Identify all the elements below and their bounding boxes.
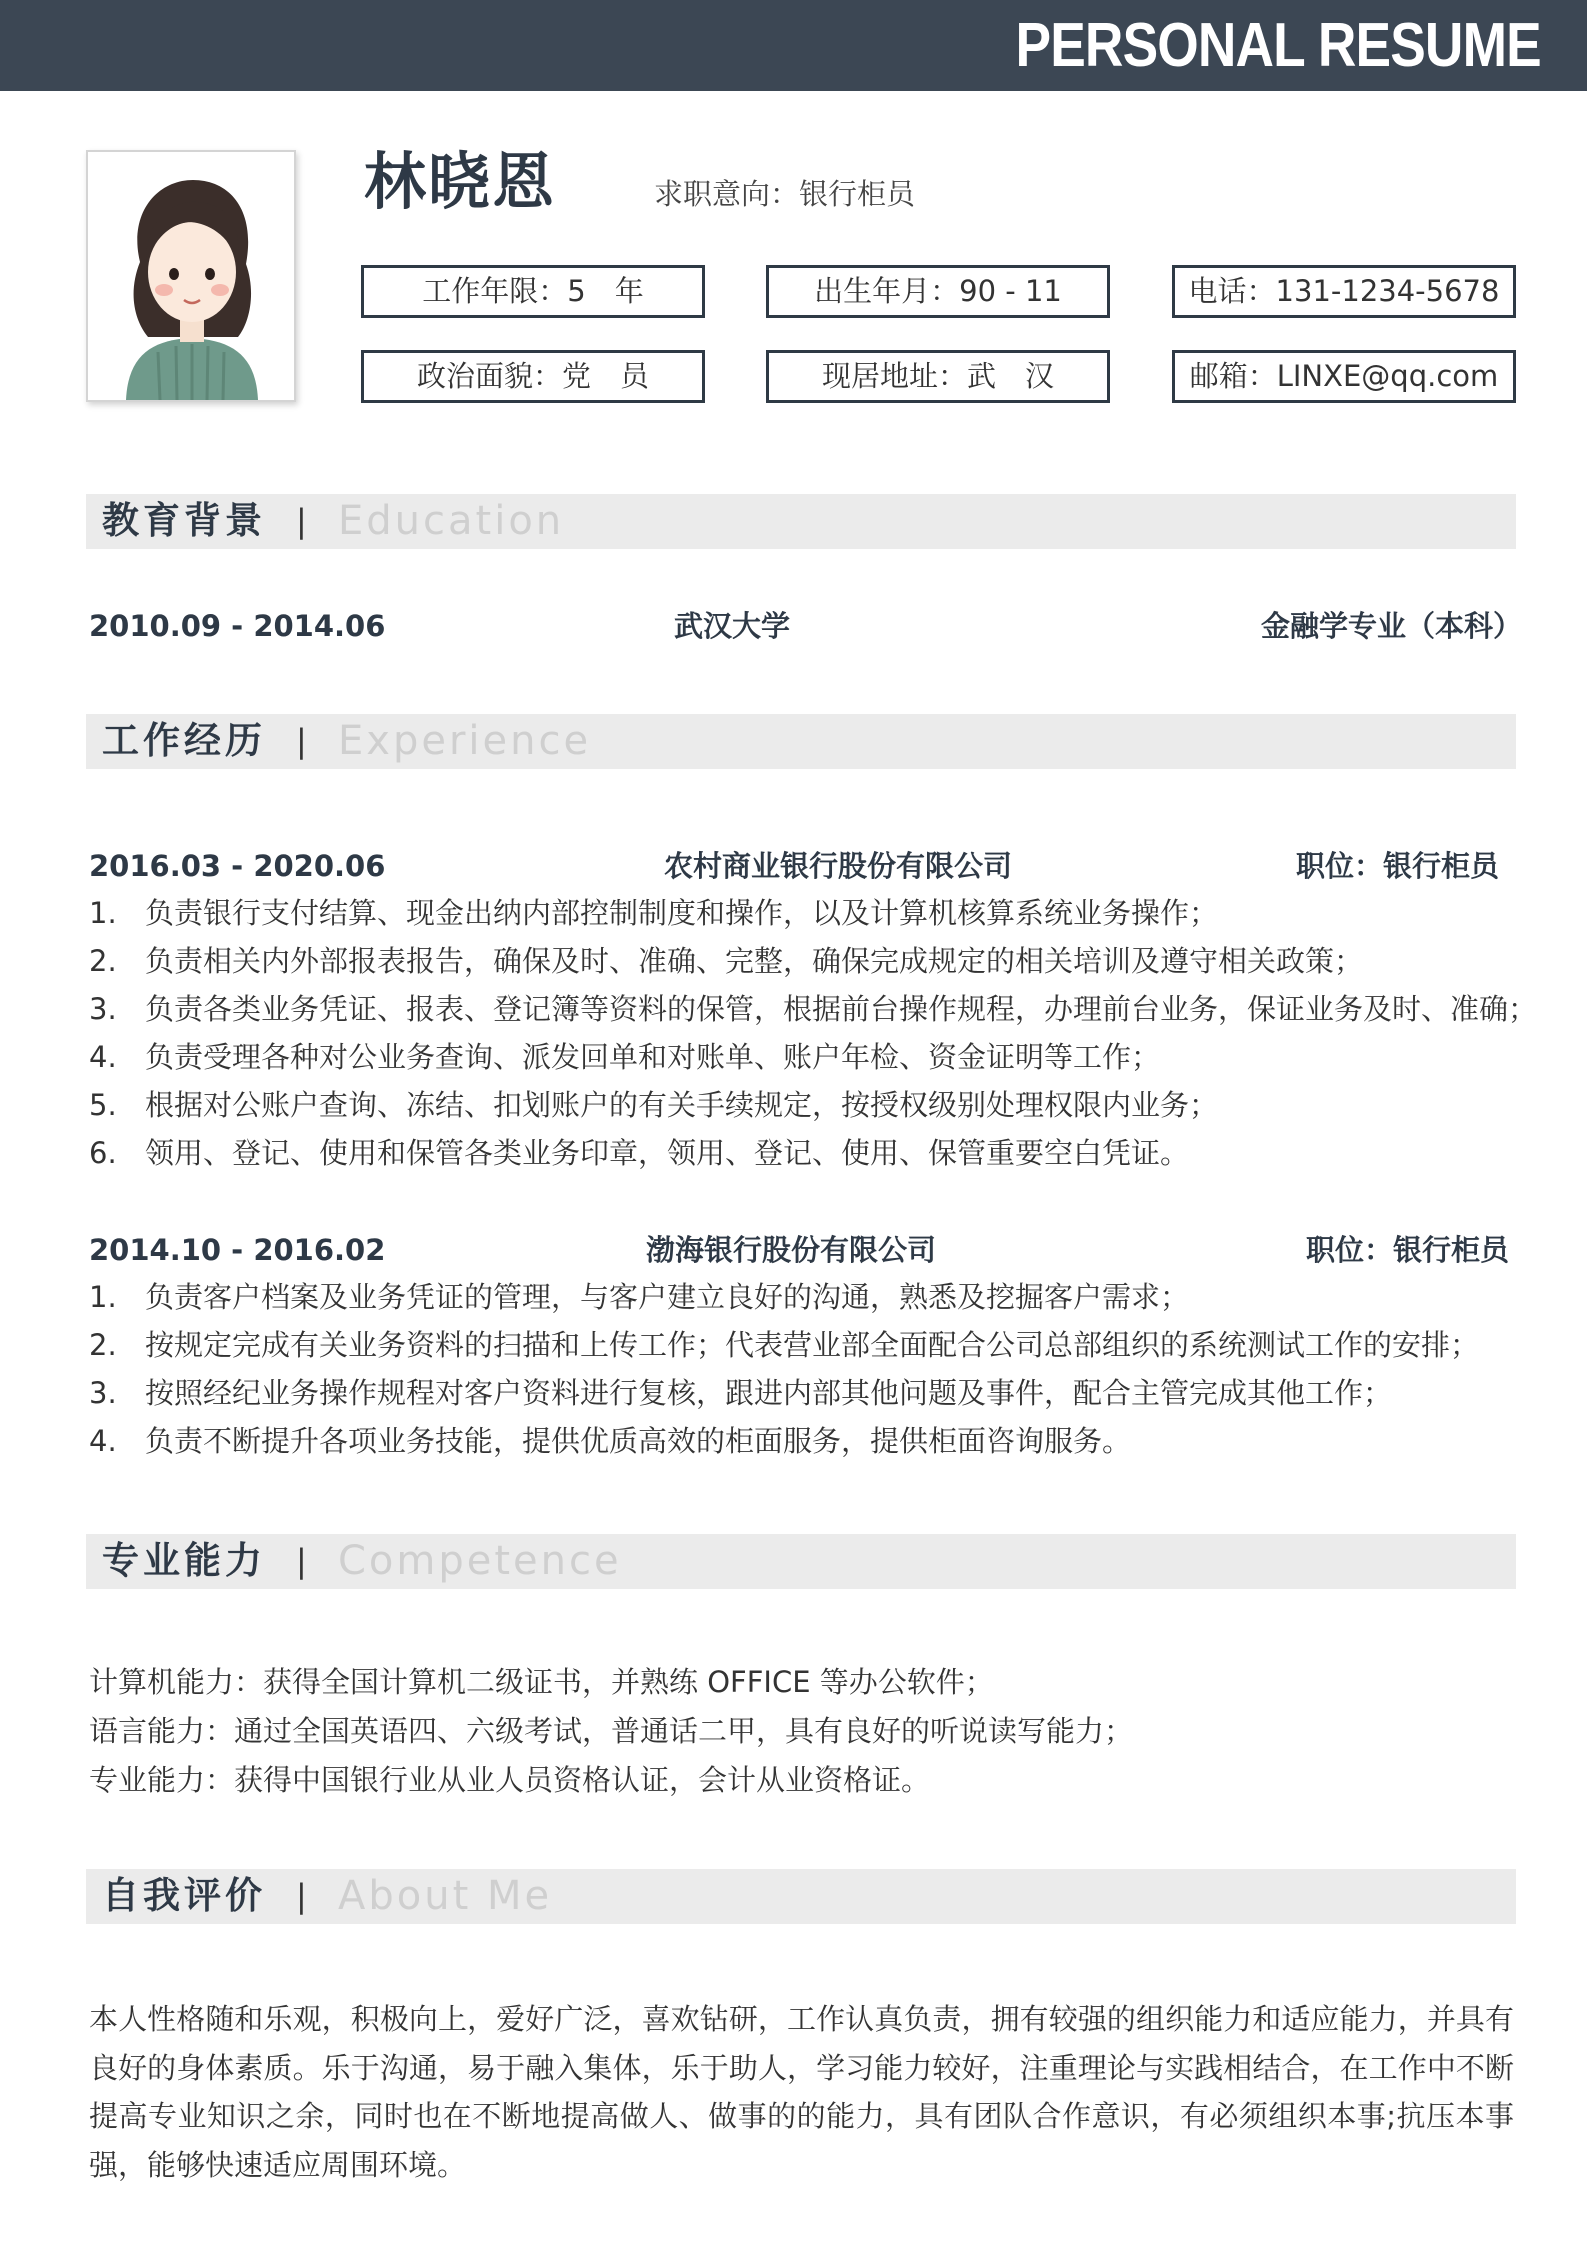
list-number: 2. xyxy=(89,944,117,978)
experience-section-header xyxy=(86,714,1516,769)
about-section-header xyxy=(86,1869,1516,1924)
address-box: 现居地址：武 汉 xyxy=(766,350,1110,403)
list-number: 5. xyxy=(89,1088,117,1122)
competence-section-header xyxy=(86,1534,1516,1589)
section-title: 专业能力 xyxy=(102,1539,266,1582)
header-band xyxy=(0,0,1587,91)
section-subtitle: Education xyxy=(338,498,565,544)
section-subtitle: Experience xyxy=(338,718,592,764)
list-number: 6. xyxy=(89,1136,117,1170)
job-position: 职位：银行柜员 xyxy=(1296,849,1500,883)
profile-photo xyxy=(86,150,296,402)
section-separator: | xyxy=(296,722,307,760)
section-subtitle: Competence xyxy=(338,1538,622,1584)
competence-line: 专业能力：获得中国银行业从业人员资格认证，会计从业资格证。 xyxy=(89,1763,931,1797)
list-number: 2. xyxy=(89,1328,117,1362)
job-period: 2016.03 - 2020.06 xyxy=(89,849,386,883)
job-period: 2014.10 - 2016.02 xyxy=(89,1233,386,1267)
competence-line: 计算机能力：获得全国计算机二级证书，并熟练 OFFICE 等办公软件； xyxy=(89,1665,994,1699)
job-company: 农村商业银行股份有限公司 xyxy=(664,849,1013,883)
list-text: 负责客户档案及业务凭证的管理，与客户建立良好的沟通，熟悉及挖掘客户需求； xyxy=(145,1280,1190,1314)
list-text: 按规定完成有关业务资料的扫描和上传工作；代表营业部全面配合公司总部组织的系统测试工作的安排； xyxy=(145,1328,1480,1362)
education-major: 金融学专业（本科） xyxy=(1261,609,1523,643)
list-text: 负责不断提升各项业务技能，提供优质高效的柜面服务，提供柜面咨询服务。 xyxy=(145,1424,1132,1458)
section-title: 自我评价 xyxy=(102,1874,266,1917)
section-separator: | xyxy=(296,502,307,540)
education-school: 武汉大学 xyxy=(674,609,791,643)
resume-title: PERSONAL RESUME xyxy=(1015,11,1541,80)
list-number: 4. xyxy=(89,1424,117,1458)
politics-box: 政治面貌：党 员 xyxy=(361,350,705,403)
list-text: 负责各类业务凭证、报表、登记簿等资料的保管，根据前台操作规程，办理前台业务，保证业务及时、准确； xyxy=(145,992,1538,1026)
list-text: 领用、登记、使用和保管各类业务印章，领用、登记、使用、保管重要空白凭证。 xyxy=(145,1136,1190,1170)
job-company: 渤海银行股份有限公司 xyxy=(646,1233,937,1267)
list-text: 根据对公账户查询、冻结、扣划账户的有关手续规定，按授权级别处理权限内业务； xyxy=(145,1088,1219,1122)
list-text: 负责受理各种对公业务查询、派发回单和对账单、账户年检、资金证明等工作； xyxy=(145,1040,1161,1074)
list-number: 4. xyxy=(89,1040,117,1074)
education-section-header xyxy=(86,494,1516,549)
education-period: 2010.09 - 2014.06 xyxy=(89,609,386,643)
section-title: 工作经历 xyxy=(102,719,266,762)
section-subtitle: About Me xyxy=(338,1873,553,1919)
section-separator: | xyxy=(296,1877,307,1915)
list-number: 3. xyxy=(89,992,117,1026)
work-years-box: 工作年限：5 年 xyxy=(361,265,705,318)
list-text: 按照经纪业务操作规程对客户资料进行复核，跟进内部其他问题及事件，配合主管完成其他工作； xyxy=(145,1376,1393,1410)
list-number: 1. xyxy=(89,1280,117,1314)
birth-box: 出生年月：90 - 11 xyxy=(766,265,1110,318)
job-position: 职位：银行柜员 xyxy=(1306,1233,1510,1267)
about-text: 本人性格随和乐观，积极向上，爱好广泛，喜欢钻研，工作认真负责，拥有较强的组织能力和适应能力，并具有良好的身体素质。乐于沟通，易于融入集体，乐于助人，学习能力较好，注重理论与实践相结合，在工作中不断提高专业知识之余，同时也在不断地提高做人、做事的的能力，具有团队合作意识，有必须组织本事;抗压本事强，能够快速适应周围环境。 xyxy=(89,2002,1514,2182)
competence-line: 语言能力：通过全国英语四、六级考试，普通话二甲，具有良好的听说读写能力； xyxy=(89,1714,1134,1748)
phone-box: 电话：131-1234-5678 xyxy=(1172,265,1516,318)
list-number: 1. xyxy=(89,896,117,930)
list-number: 3. xyxy=(89,1376,117,1410)
avatar-icon xyxy=(88,152,294,400)
list-text: 负责相关内外部报表报告，确保及时、准确、完整，确保完成规定的相关培训及遵守相关政策； xyxy=(145,944,1364,978)
list-text: 负责银行支付结算、现金出纳内部控制制度和操作，以及计算机核算系统业务操作； xyxy=(145,896,1219,930)
section-title: 教育背景 xyxy=(102,499,266,542)
job-intent: 求职意向：银行柜员 xyxy=(654,177,916,211)
section-separator: | xyxy=(296,1542,307,1580)
candidate-name: 林晓恩 xyxy=(364,145,557,218)
email-box: 邮箱：LINXE@qq.com xyxy=(1172,350,1516,403)
